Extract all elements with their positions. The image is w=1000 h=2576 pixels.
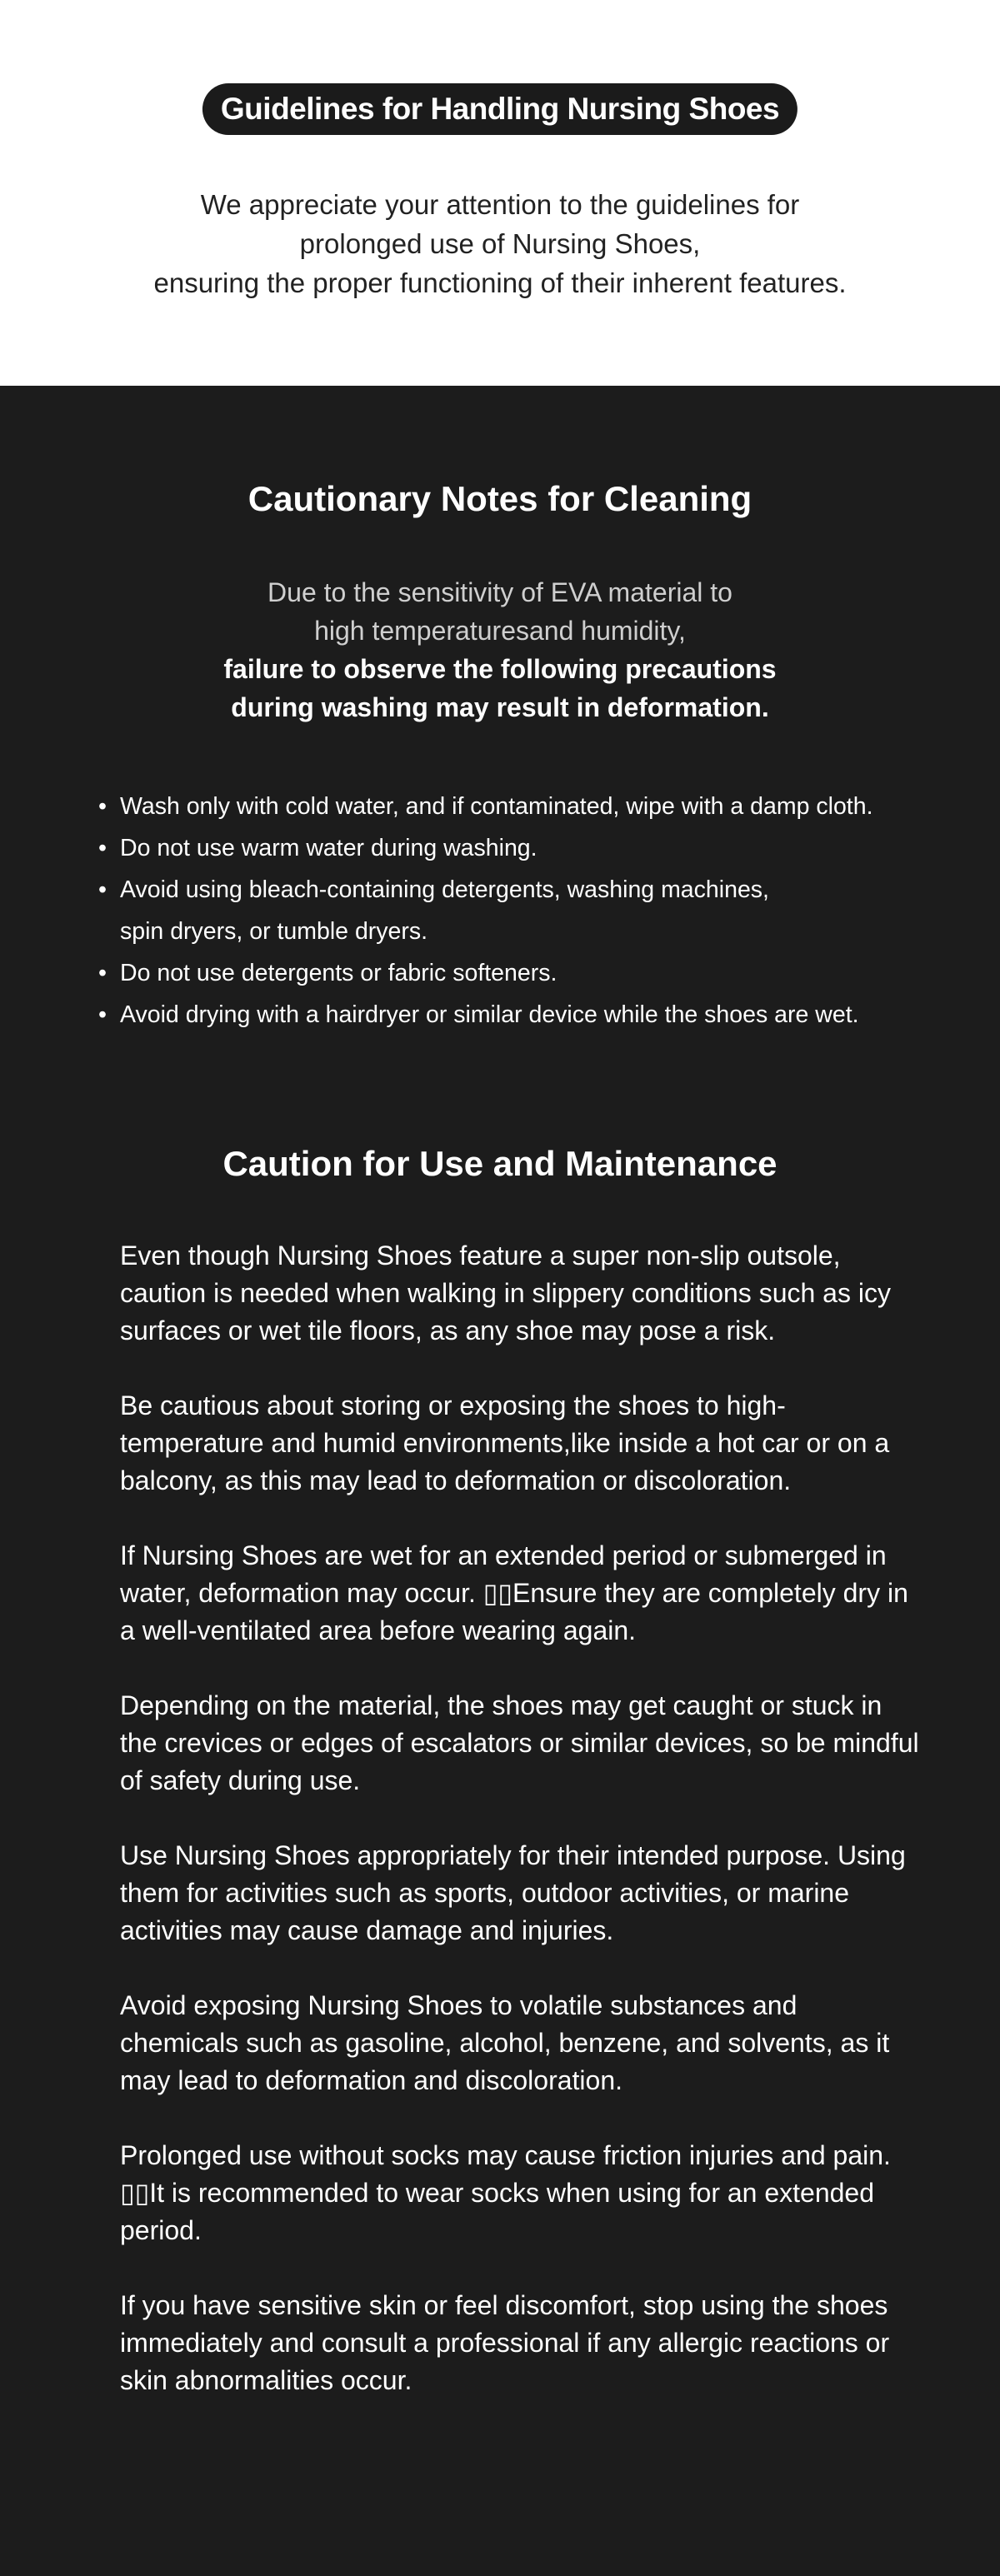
- cleaning-warning-line: failure to observe the following precautions: [223, 654, 777, 684]
- cleaning-intro: [0, 573, 1000, 726]
- intro-line: ensuring the proper functioning of their inherent features.: [153, 267, 847, 298]
- maintenance-heading: Caution for Use and Maintenance: [222, 1144, 778, 1183]
- maintenance-paragraph: Be cautious about storing or exposing the shoes to high-temperature and humid environments,like inside a hot car or on a balcony, as this may lead to deformation or discoloration.: [120, 1390, 890, 1495]
- cleaning-intro-line: Due to the sensitivity of EVA material to: [268, 577, 732, 607]
- maintenance-paragraph: Depending on the material, the shoes may get caught or stuck in the crevices or edges of escalators or similar devices, so be mindful of safety during use.: [120, 1690, 919, 1795]
- list-item-continuation: spin dryers, or tumble dryers.: [120, 918, 428, 945]
- list-item: • Do not use warm water during washing.: [98, 827, 965, 869]
- list-item: • Avoid using bleach-containing detergents, washing machines,: [98, 869, 965, 911]
- maintenance-paragraph: Use Nursing Shoes appropriately for their intended purpose. Using them for activities such as sports, outdoor activities, or marine activities may cause damage and injuries.: [120, 1840, 906, 1945]
- maintenance-paragraph: Even though Nursing Shoes feature a super non-slip outsole, caution is needed when walking in slippery conditions such as icy surfaces or wet tile floors, as any shoe may pose a risk.: [120, 1241, 891, 1345]
- intro-text: [0, 185, 1000, 302]
- list-item: • Wash only with cold water, and if contaminated, wipe with a damp cloth.: [98, 786, 965, 827]
- list-item: • Avoid drying with a hairdryer or similar device while the shoes are wet.: [98, 994, 965, 1036]
- cleaning-warning-line: during washing may result in deformation.: [231, 692, 769, 722]
- maintenance-paragraph: If you have sensitive skin or feel discomfort, stop using the shoes immediately and consult a professional if any allergic reactions or skin abnormalities occur.: [120, 2290, 890, 2395]
- cleaning-bullet-list: [98, 786, 965, 1036]
- maintenance-paragraphs: [120, 1237, 920, 2437]
- intro-line: prolonged use of Nursing Shoes,: [299, 228, 701, 259]
- maintenance-paragraph: Prolonged use without socks may cause friction injuries and pain. ▯▯It is recommended to wear socks when using for an extended period.: [120, 2140, 891, 2245]
- maintenance-paragraph: If Nursing Shoes are wet for an extended period or submerged in water, deformation may occur. ▯▯Ensure they are completely dry in a well-ventilated area before wearing again.: [120, 1540, 908, 1645]
- intro-line: We appreciate your attention to the guidelines for: [200, 189, 800, 220]
- list-item: • Do not use detergents or fabric softeners.: [98, 952, 965, 994]
- cleaning-intro-line: high temperaturesand humidity,: [314, 616, 686, 646]
- maintenance-paragraph: Avoid exposing Nursing Shoes to volatile substances and chemicals such as gasoline, alcohol, benzene, and solvents, as it may lead to deformation and discoloration.: [120, 1990, 890, 2095]
- cleaning-heading: Cautionary Notes for Cleaning: [248, 479, 752, 518]
- page-title: Guidelines for Handling Nursing Shoes: [202, 83, 798, 135]
- intro-section: [0, 0, 1000, 386]
- guidelines-section: [0, 386, 1000, 2576]
